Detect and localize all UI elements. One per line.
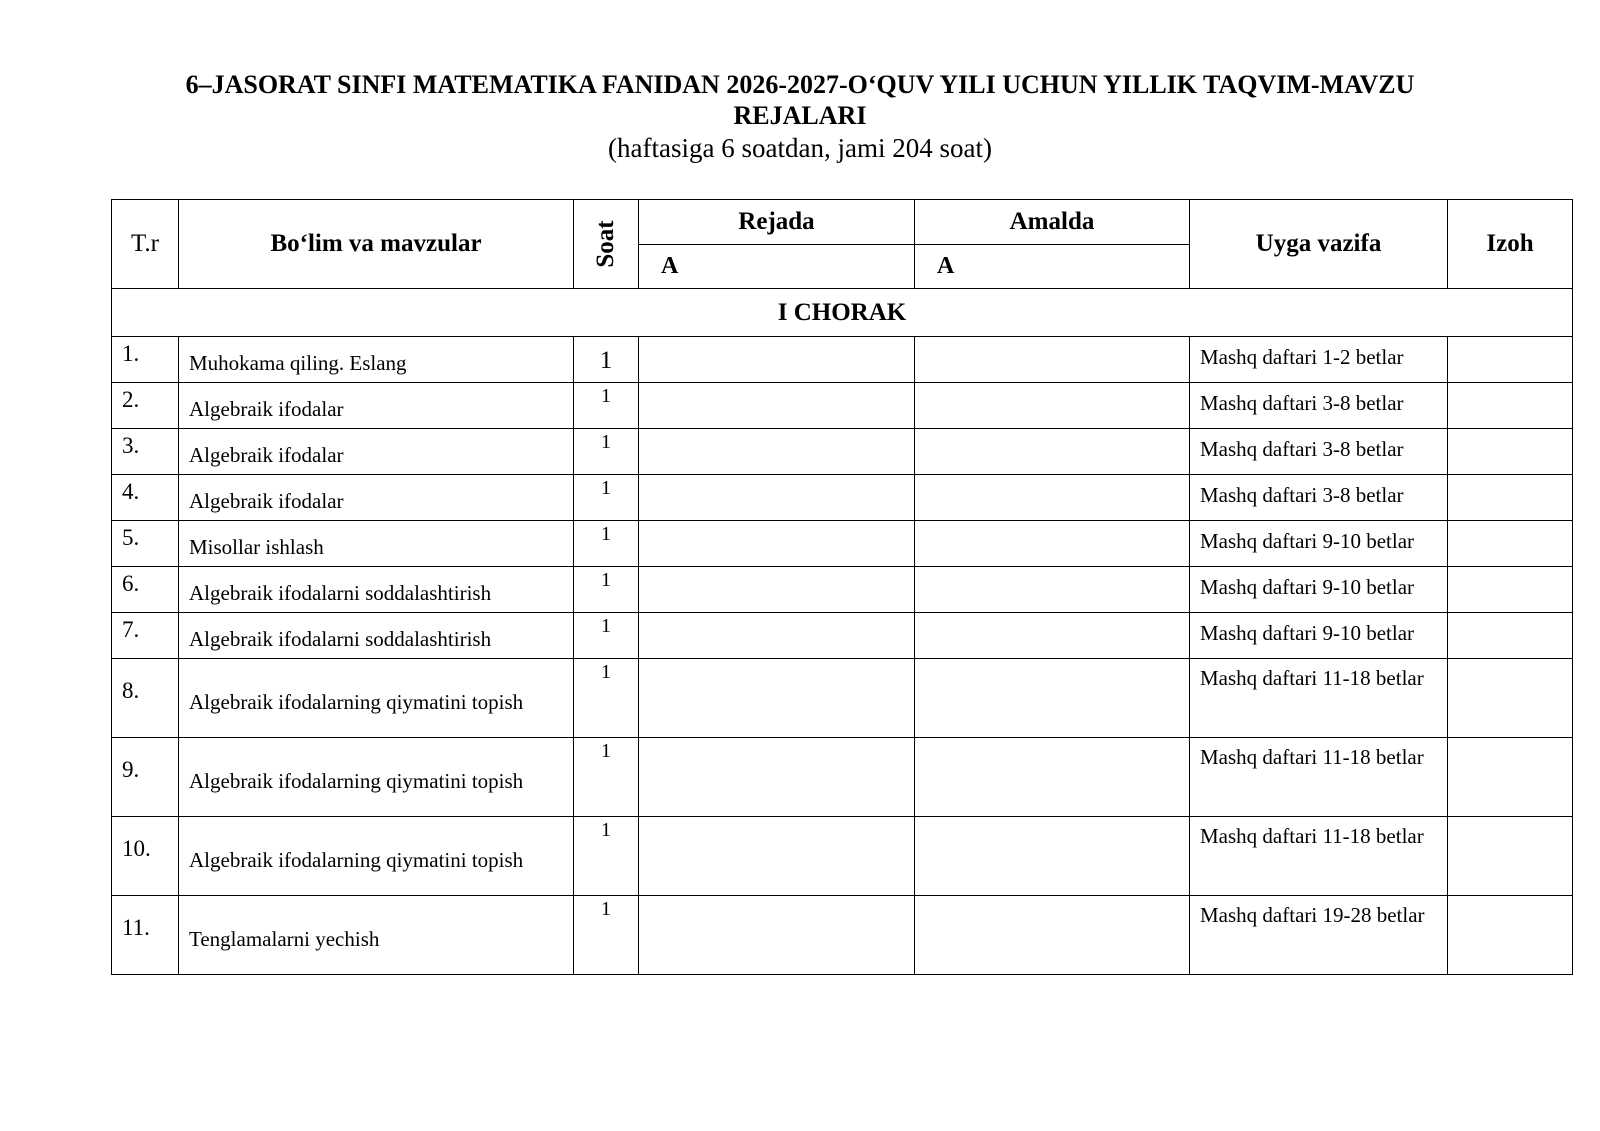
calendar-plan-table xyxy=(111,199,1573,975)
row-topic: Muhokama qiling. Eslang xyxy=(179,337,574,383)
table-row xyxy=(112,896,1573,975)
document-title-line-2: REJALARI xyxy=(733,101,867,130)
row-hours: 1 xyxy=(574,896,639,975)
row-note xyxy=(1448,567,1573,613)
row-planned-date xyxy=(639,896,915,975)
row-homework: Mashq daftari 11-18 betlar xyxy=(1190,659,1448,738)
row-number: 9. xyxy=(112,738,179,817)
row-note xyxy=(1448,817,1573,896)
row-homework: Mashq daftari 1-2 betlar xyxy=(1190,337,1448,383)
row-planned-date xyxy=(639,659,915,738)
row-hours: 1 xyxy=(574,475,639,521)
table-row xyxy=(112,521,1573,567)
column-subheader-actual: A xyxy=(915,245,1190,289)
column-header-number: T.r xyxy=(112,200,179,289)
column-header-homework: Uyga vazifa xyxy=(1190,200,1448,289)
row-note xyxy=(1448,738,1573,817)
row-actual-date xyxy=(915,337,1190,383)
row-hours: 1 xyxy=(574,817,639,896)
row-number: 7. xyxy=(112,613,179,659)
row-hours: 1 xyxy=(574,521,639,567)
row-note xyxy=(1448,429,1573,475)
row-number: 4. xyxy=(112,475,179,521)
row-hours: 1 xyxy=(574,337,639,383)
document-subtitle: (haftasiga 6 soatdan, jami 204 soat) xyxy=(608,133,992,163)
table-row xyxy=(112,337,1573,383)
row-actual-date xyxy=(915,567,1190,613)
table-row xyxy=(112,429,1573,475)
row-number: 1. xyxy=(112,337,179,383)
row-homework: Mashq daftari 11-18 betlar xyxy=(1190,817,1448,896)
row-topic: Algebraik ifodalar xyxy=(179,475,574,521)
row-planned-date xyxy=(639,613,915,659)
column-subheader-planned: A xyxy=(639,245,915,289)
row-planned-date xyxy=(639,817,915,896)
row-topic: Algebraik ifodalarning qiymatini topish xyxy=(179,817,574,896)
document-title-line-1: 6–JASORAT SINFI MATEMATIKA FANIDAN 2026-2027-O‘QUV YILI UCHUN YILLIK TAQVIM-MAVZU xyxy=(185,70,1415,99)
row-note xyxy=(1448,337,1573,383)
table-row xyxy=(112,613,1573,659)
row-homework: Mashq daftari 9-10 betlar xyxy=(1190,613,1448,659)
row-number: 6. xyxy=(112,567,179,613)
row-homework: Mashq daftari 9-10 betlar xyxy=(1190,567,1448,613)
column-header-topic: Bo‘lim va mavzular xyxy=(179,200,574,289)
row-number: 11. xyxy=(112,896,179,975)
row-topic: Algebraik ifodalar xyxy=(179,383,574,429)
table-row xyxy=(112,659,1573,738)
header-row xyxy=(112,200,1573,245)
row-topic: Tenglamalarni yechish xyxy=(179,896,574,975)
row-topic: Algebraik ifodalarning qiymatini topish xyxy=(179,659,574,738)
row-hours: 1 xyxy=(574,429,639,475)
row-hours: 1 xyxy=(574,567,639,613)
row-number: 8. xyxy=(112,659,179,738)
table-row xyxy=(112,738,1573,817)
table-row xyxy=(112,567,1573,613)
row-note xyxy=(1448,475,1573,521)
row-actual-date xyxy=(915,738,1190,817)
row-planned-date xyxy=(639,337,915,383)
row-actual-date xyxy=(915,429,1190,475)
row-number: 10. xyxy=(112,817,179,896)
section-title: I CHORAK xyxy=(112,289,1573,337)
row-planned-date xyxy=(639,521,915,567)
row-homework: Mashq daftari 19-28 betlar xyxy=(1190,896,1448,975)
row-note xyxy=(1448,659,1573,738)
row-note xyxy=(1448,383,1573,429)
column-header-hours xyxy=(574,200,639,289)
section-row xyxy=(112,289,1573,337)
row-planned-date xyxy=(639,383,915,429)
table-body xyxy=(112,289,1573,975)
row-planned-date xyxy=(639,567,915,613)
row-homework: Mashq daftari 3-8 betlar xyxy=(1190,383,1448,429)
table-row xyxy=(112,383,1573,429)
row-planned-date xyxy=(639,475,915,521)
row-number: 3. xyxy=(112,429,179,475)
row-planned-date xyxy=(639,429,915,475)
row-actual-date xyxy=(915,521,1190,567)
row-actual-date xyxy=(915,383,1190,429)
column-header-note: Izoh xyxy=(1448,200,1573,289)
row-topic: Algebraik ifodalar xyxy=(179,429,574,475)
row-topic: Algebraik ifodalarning qiymatini topish xyxy=(179,738,574,817)
row-note xyxy=(1448,613,1573,659)
row-hours: 1 xyxy=(574,613,639,659)
row-hours: 1 xyxy=(574,383,639,429)
row-topic: Misollar ishlash xyxy=(179,521,574,567)
row-topic: Algebraik ifodalarni soddalashtirish xyxy=(179,567,574,613)
row-actual-date xyxy=(915,475,1190,521)
row-hours: 1 xyxy=(574,659,639,738)
row-hours: 1 xyxy=(574,738,639,817)
row-homework: Mashq daftari 3-8 betlar xyxy=(1190,475,1448,521)
row-actual-date xyxy=(915,613,1190,659)
column-header-planned: Rejada xyxy=(639,200,915,245)
row-homework: Mashq daftari 9-10 betlar xyxy=(1190,521,1448,567)
row-actual-date xyxy=(915,659,1190,738)
row-note xyxy=(1448,521,1573,567)
row-note xyxy=(1448,896,1573,975)
row-number: 5. xyxy=(112,521,179,567)
table-row xyxy=(112,475,1573,521)
row-homework: Mashq daftari 3-8 betlar xyxy=(1190,429,1448,475)
column-header-hours-label: Soat xyxy=(592,220,619,268)
row-number: 2. xyxy=(112,383,179,429)
table-row xyxy=(112,817,1573,896)
row-planned-date xyxy=(639,738,915,817)
column-header-actual: Amalda xyxy=(915,200,1190,245)
row-actual-date xyxy=(915,896,1190,975)
row-homework: Mashq daftari 11-18 betlar xyxy=(1190,738,1448,817)
row-topic: Algebraik ifodalarni soddalashtirish xyxy=(179,613,574,659)
row-actual-date xyxy=(915,817,1190,896)
